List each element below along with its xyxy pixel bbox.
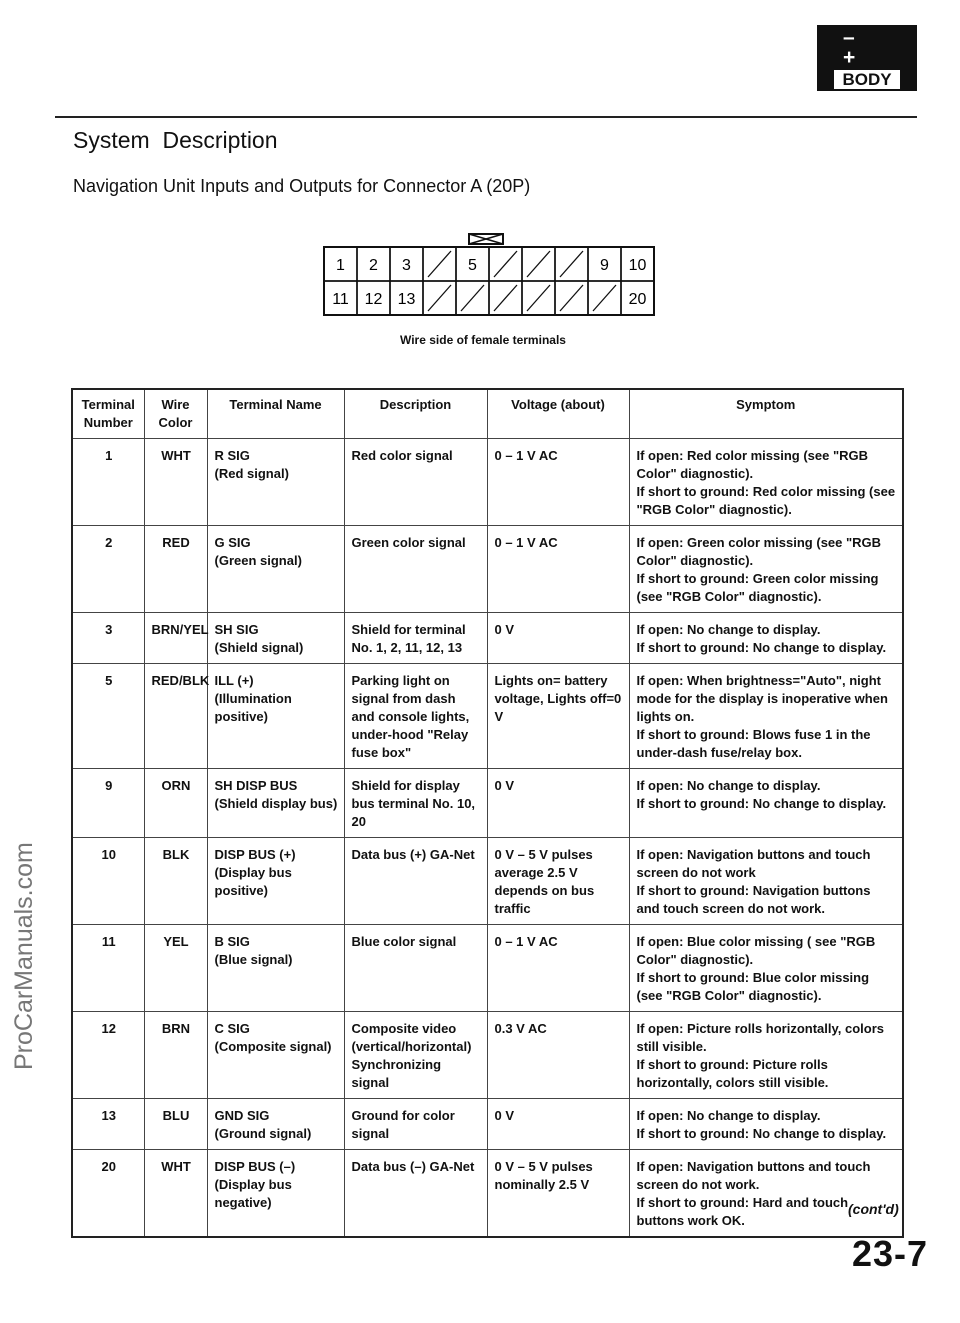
watermark: ProCarManuals.com — [10, 842, 38, 1070]
cell-name: R SIG (Red signal) — [207, 439, 344, 526]
cell-wire: RED — [144, 526, 207, 613]
cell-terminal: 12 — [72, 1012, 144, 1099]
connector-diagram — [322, 231, 656, 322]
table-row — [72, 526, 903, 613]
cell-description: Shield for display bus terminal No. 10, 20 — [344, 769, 487, 838]
cell-wire: YEL — [144, 925, 207, 1012]
cell-symptom: If open: Picture rolls horizontally, colors still visible. If short to ground: Picture rolls horizontally, colors still visible. — [629, 1012, 903, 1099]
table-row — [72, 1099, 903, 1150]
cell-terminal: 1 — [72, 439, 144, 526]
table-row — [72, 925, 903, 1012]
cell-name: GND SIG (Ground signal) — [207, 1099, 344, 1150]
cell-name: B SIG (Blue signal) — [207, 925, 344, 1012]
page-title: System Description — [73, 127, 278, 153]
cell-terminal: 9 — [72, 769, 144, 838]
cell-description: Composite video (vertical/horizontal) Synchronizing signal — [344, 1012, 487, 1099]
cell-name: C SIG (Composite signal) — [207, 1012, 344, 1099]
cell-symptom: If open: No change to display. If short to ground: No change to display. — [629, 613, 903, 664]
terminal-table — [71, 388, 904, 1238]
table-row — [72, 1012, 903, 1099]
col-header-wire: Wire Color — [144, 389, 207, 439]
connector-pin-label: 3 — [402, 257, 411, 274]
connector-pin-label: 10 — [628, 257, 647, 274]
connector-pin-label: 11 — [332, 291, 349, 308]
cell-description: Data bus (+) GA-Net — [344, 838, 487, 925]
page-subtitle: Navigation Unit Inputs and Outputs for Connector A (20P) — [73, 176, 531, 196]
cell-terminal: 3 — [72, 613, 144, 664]
table-row — [72, 439, 903, 526]
cell-terminal: 11 — [72, 925, 144, 1012]
cell-symptom: If open: Blue color missing ( see "RGB Color" diagnostic). If short to ground: Blue color missing (see "RGB Color" diagnostic). — [629, 925, 903, 1012]
battery-icon: – + — [843, 25, 882, 69]
continued-label: (cont'd) — [848, 1201, 899, 1217]
cell-terminal: 13 — [72, 1099, 144, 1150]
col-header-description: Description — [344, 389, 487, 439]
cell-wire: BRN/YEL — [144, 613, 207, 664]
cell-name: DISP BUS (+) (Display bus positive) — [207, 838, 344, 925]
connector-pin-label: 2 — [369, 257, 378, 274]
cell-description: Red color signal — [344, 439, 487, 526]
col-header-symptom: Symptom — [629, 389, 903, 439]
connector-lock-tab — [469, 234, 503, 244]
cell-description: Shield for terminal No. 1, 2, 11, 12, 13 — [344, 613, 487, 664]
cell-voltage: Lights on= battery voltage, Lights off=0 V — [487, 664, 629, 769]
cell-voltage: 0 – 1 V AC — [487, 925, 629, 1012]
cell-symptom: If open: Red color missing (see "RGB Color" diagnostic). If short to ground: Red color missing (see "RGB Color" diagnostic). — [629, 439, 903, 526]
cell-name: SH DISP BUS (Shield display bus) — [207, 769, 344, 838]
body-section-badge — [817, 25, 917, 91]
cell-name: SH SIG (Shield signal) — [207, 613, 344, 664]
col-header-terminal: Terminal Number — [72, 389, 144, 439]
cell-wire: ORN — [144, 769, 207, 838]
connector-pin-label: 1 — [336, 257, 345, 274]
connector-pin-label: 20 — [628, 291, 647, 308]
table-row — [72, 613, 903, 664]
connector-pin-label: 12 — [364, 291, 383, 308]
cell-voltage: 0 V – 5 V pulses average 2.5 V depends on bus traffic — [487, 838, 629, 925]
connector-pin-label: 9 — [600, 257, 609, 274]
cell-terminal: 10 — [72, 838, 144, 925]
cell-description: Green color signal — [344, 526, 487, 613]
connector-svg — [322, 231, 656, 317]
connector-caption: Wire side of female terminals — [400, 333, 566, 347]
cell-voltage: 0 – 1 V AC — [487, 526, 629, 613]
cell-name: ILL (+) (Illumination positive) — [207, 664, 344, 769]
connector-pin-label: 5 — [468, 257, 477, 274]
cell-description: Parking light on signal from dash and console lights, under-hood "Relay fuse box" — [344, 664, 487, 769]
cell-terminal: 5 — [72, 664, 144, 769]
cell-wire: WHT — [144, 439, 207, 526]
cell-wire: BLK — [144, 838, 207, 925]
cell-symptom: If open: When brightness="Auto", night mode for the display is inoperative when lights on. If short to ground: Blows fuse 1 in the under-dash fuse/relay box. — [629, 664, 903, 769]
table-row — [72, 769, 903, 838]
cell-voltage: 0 V – 5 V pulses nominally 2.5 V — [487, 1150, 629, 1238]
table-row — [72, 838, 903, 925]
col-header-name: Terminal Name — [207, 389, 344, 439]
cell-voltage: 0.3 V AC — [487, 1012, 629, 1099]
cell-wire: BRN — [144, 1012, 207, 1099]
badge-label: BODY — [834, 70, 899, 89]
cell-voltage: 0 V — [487, 769, 629, 838]
cell-name: DISP BUS (–) (Display bus negative) — [207, 1150, 344, 1238]
connector-pin-label: 13 — [397, 291, 416, 308]
table-row — [72, 1150, 903, 1238]
table-row — [72, 664, 903, 769]
cell-wire: RED/BLK — [144, 664, 207, 769]
cell-symptom: If open: Green color missing (see "RGB Color" diagnostic). If short to ground: Green color missing (see "RGB Color" diagnostic). — [629, 526, 903, 613]
cell-voltage: 0 V — [487, 1099, 629, 1150]
header-rule — [55, 116, 917, 118]
page-number: 23-7 — [852, 1233, 929, 1274]
cell-wire: WHT — [144, 1150, 207, 1238]
cell-name: G SIG (Green signal) — [207, 526, 344, 613]
cell-symptom: If open: No change to display. If short to ground: No change to display. — [629, 769, 903, 838]
cell-voltage: 0 – 1 V AC — [487, 439, 629, 526]
cell-terminal: 20 — [72, 1150, 144, 1238]
col-header-voltage: Voltage (about) — [487, 389, 629, 439]
cell-voltage: 0 V — [487, 613, 629, 664]
cell-symptom: If open: No change to display. If short to ground: No change to display. — [629, 1099, 903, 1150]
cell-wire: BLU — [144, 1099, 207, 1150]
cell-symptom: If open: Navigation buttons and touch screen do not work If short to ground: Navigation buttons and touch screen do not work. — [629, 838, 903, 925]
cell-terminal: 2 — [72, 526, 144, 613]
cell-description: Ground for color signal — [344, 1099, 487, 1150]
cell-description: Data bus (–) GA-Net — [344, 1150, 487, 1238]
cell-symptom: If open: Navigation buttons and touch screen do not work. If short to ground: Hard and touch buttons work OK. — [629, 1150, 903, 1238]
cell-description: Blue color signal — [344, 925, 487, 1012]
table-header-row — [72, 389, 903, 439]
